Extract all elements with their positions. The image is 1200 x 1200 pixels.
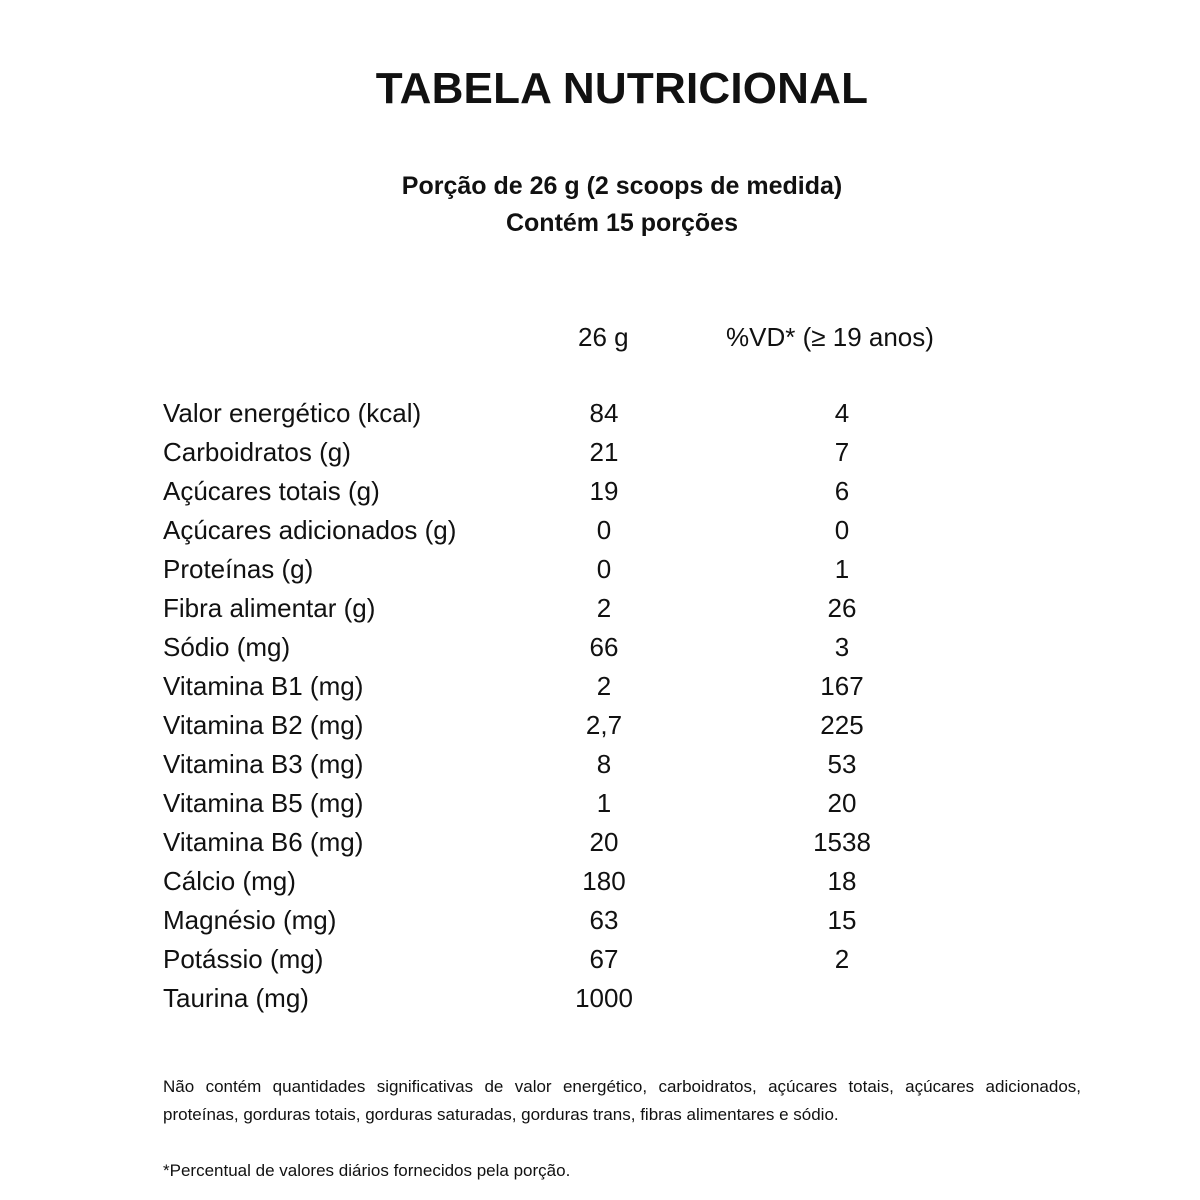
- nutrient-name: Açúcares totais (g): [163, 476, 380, 506]
- nutrient-daily-value: 3: [834, 632, 850, 662]
- daily-value-footnote: *Percentual de valores diários fornecidos pela porção.: [163, 1161, 571, 1180]
- nutrient-amount: 63: [589, 905, 619, 935]
- column-header-amount: 26 g: [578, 322, 629, 352]
- nutrient-name: Fibra alimentar (g): [163, 593, 376, 623]
- nutrient-daily-value: 1: [834, 554, 850, 584]
- nutrient-amount: 67: [589, 944, 619, 974]
- nutrient-daily-value: 167: [820, 671, 864, 701]
- nutrient-amount: 1: [596, 788, 612, 818]
- nutrient-amount: 0: [596, 515, 612, 545]
- nutrient-name: Potássio (mg): [163, 944, 324, 974]
- nutrient-amount: 84: [589, 398, 619, 428]
- nutrient-amount: 2: [596, 593, 612, 623]
- nutrient-name: Vitamina B6 (mg): [163, 827, 364, 857]
- nutrient-name: Açúcares adicionados (g): [163, 515, 457, 545]
- table-row: [0, 671, 1200, 710]
- table-row: [0, 788, 1200, 827]
- nutrient-name: Taurina (mg): [163, 983, 309, 1013]
- not-significant-note: Não contém quantidades significativas de valor energético, carboidratos, açúcares totais, açúcares adicionados, proteínas, gorduras totais, gorduras saturadas, gorduras trans, fibras alimentares e sódio.: [163, 1077, 1081, 1124]
- nutrient-daily-value: 7: [834, 437, 850, 467]
- nutrient-amount: 1000: [575, 983, 633, 1013]
- nutrient-daily-value: 53: [827, 749, 857, 779]
- portions-per-package: Contém 15 porções: [505, 209, 738, 237]
- table-row: [0, 476, 1200, 515]
- nutrient-amount: 8: [596, 749, 612, 779]
- table-row: [0, 749, 1200, 788]
- nutrient-name: Vitamina B1 (mg): [163, 671, 364, 701]
- page-title: TABELA NUTRICIONAL: [375, 64, 869, 113]
- nutrient-daily-value: 4: [834, 398, 850, 428]
- nutrient-daily-value: 225: [820, 710, 864, 740]
- table-row: [0, 983, 1200, 1022]
- table-row: [0, 866, 1200, 905]
- table-row: [0, 944, 1200, 983]
- nutrient-name: Carboidratos (g): [163, 437, 351, 467]
- table-row: [0, 632, 1200, 671]
- nutrient-amount: 2,7: [585, 710, 623, 740]
- table-row: [0, 710, 1200, 749]
- table-row: [0, 437, 1200, 476]
- nutrient-amount: 180: [582, 866, 626, 896]
- nutrient-name: Sódio (mg): [163, 632, 291, 662]
- table-row: [0, 515, 1200, 554]
- table-row: [0, 554, 1200, 593]
- table-row: [0, 593, 1200, 632]
- nutrient-daily-value: 2: [834, 944, 850, 974]
- nutrient-daily-value: 0: [834, 515, 850, 545]
- nutrient-name: Vitamina B2 (mg): [163, 710, 364, 740]
- nutrient-daily-value: 20: [827, 788, 857, 818]
- nutrient-daily-value: 6: [834, 476, 850, 506]
- nutrient-amount: 66: [589, 632, 619, 662]
- nutrition-table: [0, 398, 1200, 1022]
- nutrient-name: Vitamina B5 (mg): [163, 788, 364, 818]
- table-row: [0, 398, 1200, 437]
- nutrient-daily-value: 1538: [813, 827, 871, 857]
- nutrient-name: Magnésio (mg): [163, 905, 337, 935]
- nutrient-amount: 21: [589, 437, 619, 467]
- table-row: [0, 905, 1200, 944]
- nutrient-name: Cálcio (mg): [163, 866, 296, 896]
- nutrient-daily-value: 15: [827, 905, 857, 935]
- nutrient-amount: 0: [596, 554, 612, 584]
- nutrient-name: Vitamina B3 (mg): [163, 749, 364, 779]
- nutrient-amount: 20: [589, 827, 619, 857]
- nutrient-name: Proteínas (g): [163, 554, 314, 584]
- column-header-daily-value: %VD* (≥ 19 anos): [726, 322, 934, 352]
- nutrient-amount: 2: [596, 671, 612, 701]
- portion-size: Porção de 26 g (2 scoops de medida): [401, 172, 843, 200]
- portion-info: [0, 168, 1200, 242]
- nutrient-amount: 19: [589, 476, 619, 506]
- nutrient-daily-value: 18: [827, 866, 857, 896]
- table-row: [0, 827, 1200, 866]
- nutrient-name: Valor energético (kcal): [163, 398, 422, 428]
- nutrient-daily-value: 26: [827, 593, 857, 623]
